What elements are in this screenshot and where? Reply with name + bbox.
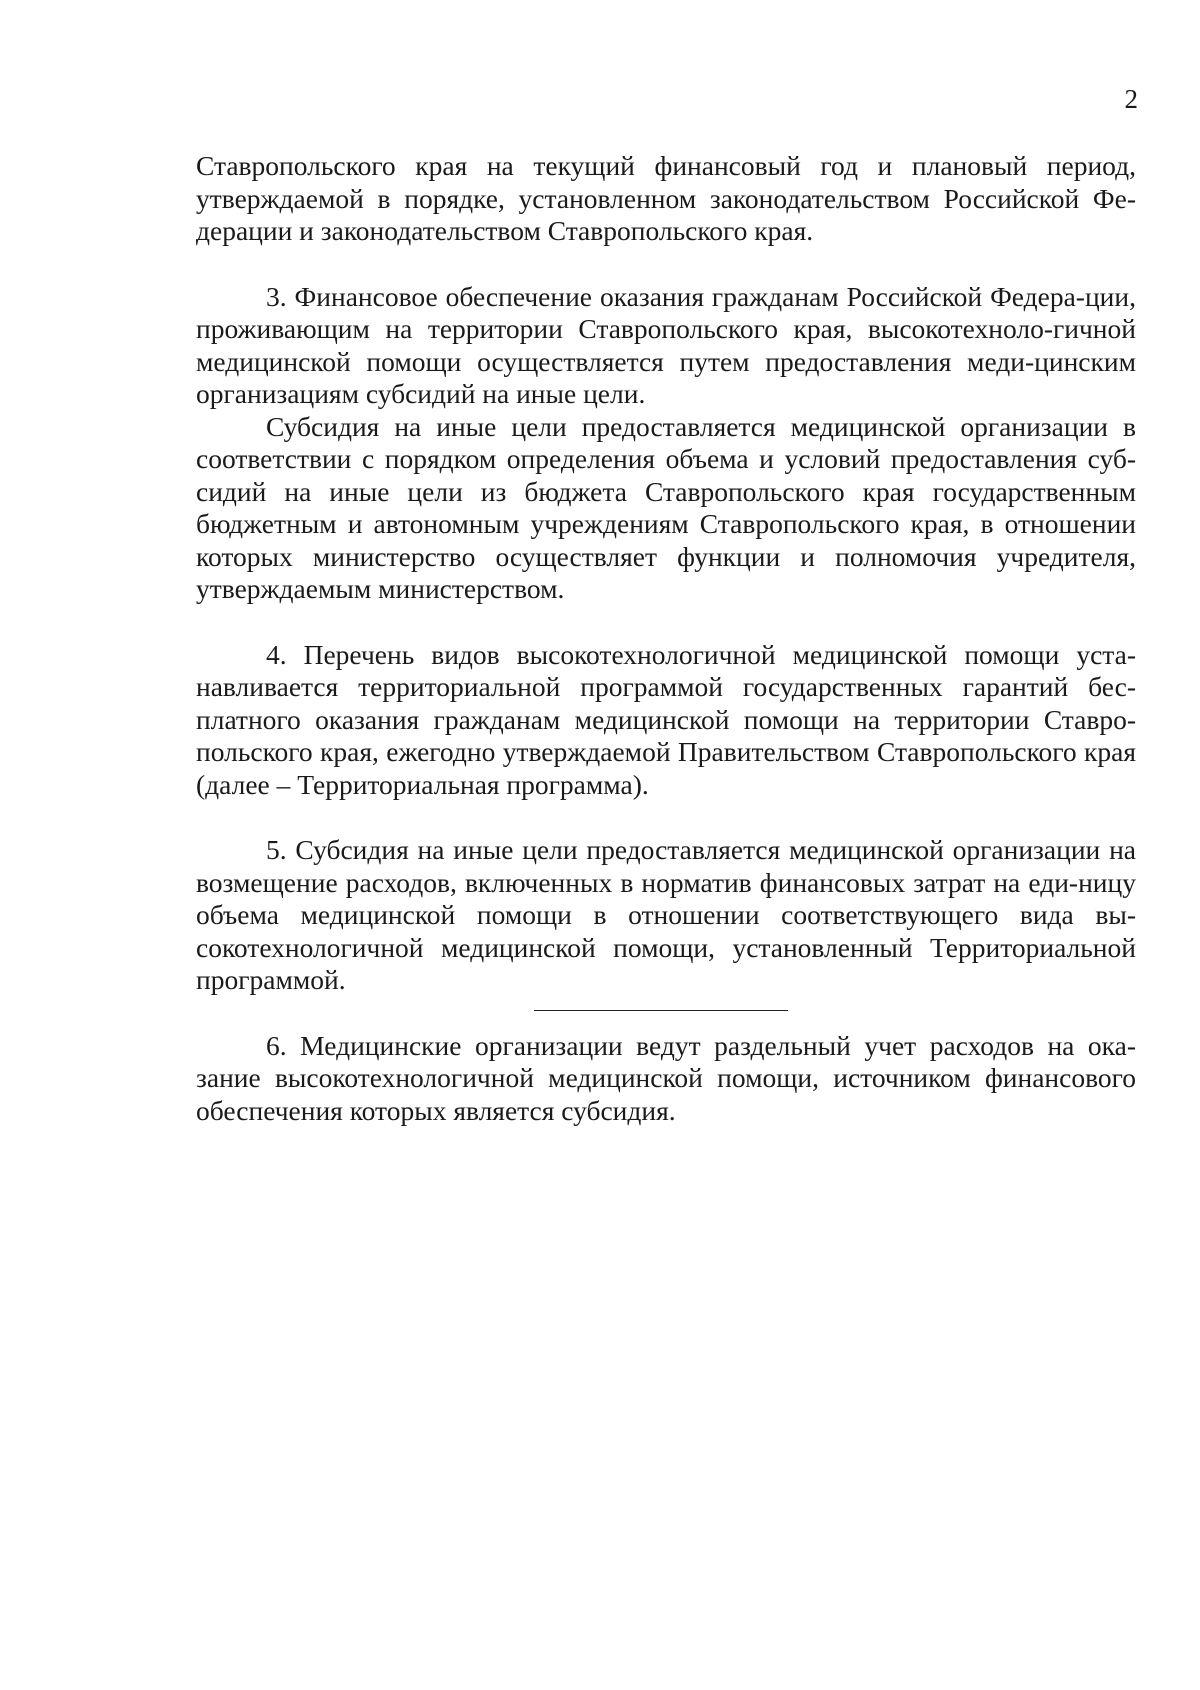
paragraph-item-6: 6. Медицинские организации ведут раздельный учет расходов на ока-зание высокотехнологичной медицинской помощи, источником финансового обеспечения которых является субсидия. xyxy=(196,1029,1136,1126)
paragraph-item-3-subsidy: Субсидия на иные цели предоставляется медицинской организации в соответствии с порядком определения объема и условий предоставления суб-сидий на иные цели из бюджета Ставропольского края государственным бюджетным и автономным учреждениям Ставропольского края, в отношении которых министерство осуществляет функции и полномочия учредителя, утверждаемым министерством. xyxy=(196,410,1136,604)
document-body xyxy=(196,150,1136,1127)
paragraph-item-4: 4. Перечень видов высокотехнологичной медицинской помощи уста-навливается территориальной программой государственных гарантий бес-платного оказания гражданам медицинской помощи на территории Ставро-польского края, ежегодно утверждаемой Правительством Ставропольского края (далее – Территориальная программа). xyxy=(196,638,1136,800)
end-of-document-rule xyxy=(534,1010,788,1011)
page-number: 2 xyxy=(1124,84,1138,114)
paragraph-item-5: 5. Субсидия на иные цели предоставляется медицинской организации на возмещение расходов, включенных в норматив финансовых затрат на еди-ницу объема медицинской помощи в отношении соответствующего вида вы-сокотехнологичной медицинской помощи, установленный Территориальной программой. xyxy=(196,834,1136,995)
paragraph-item-3: 3. Финансовое обеспечение оказания гражданам Российской Федера-ции, проживающим на территории Ставропольского края, высокотехноло-гичной медицинской помощи осуществляется путем предоставления меди-цинским организациям субсидий на иные цели. xyxy=(196,280,1136,409)
paragraph-continuation: Ставропольского края на текущий финансовый год и плановый период, утверждаемой в порядке, установленном законодательством Российской Фе-дерации и законодательством Ставропольского края. xyxy=(196,150,1136,246)
